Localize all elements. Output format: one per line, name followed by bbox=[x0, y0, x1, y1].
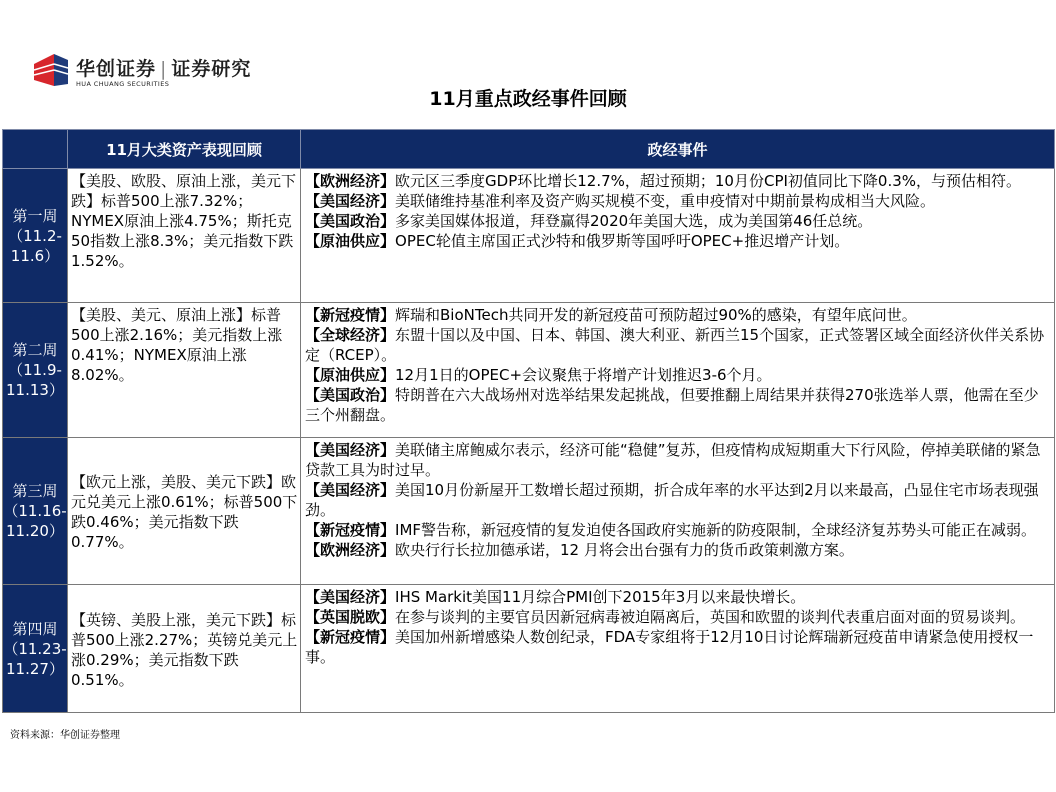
event-tag: 【美国经济】 bbox=[305, 588, 396, 606]
logo-company: 华创证券 bbox=[76, 58, 157, 80]
table-row bbox=[3, 169, 1055, 303]
event-text: 美联储维持基准利率及资产购买规模不变，重申疫情对中期前景构成相当大风险。 bbox=[395, 192, 936, 210]
page-title: 11月重点政经事件回顾 bbox=[429, 88, 627, 110]
header-week bbox=[3, 130, 68, 169]
week-cell bbox=[3, 585, 68, 713]
event-item bbox=[305, 231, 1050, 251]
events-table bbox=[2, 129, 1055, 713]
events-cell bbox=[301, 438, 1055, 585]
event-tag: 【英国脱欧】 bbox=[305, 608, 396, 626]
event-text: IMF警告称，新冠疫情的复发迫使各国政府实施新的防疫限制，全球经济复苏势头可能正在减弱。 bbox=[395, 521, 1037, 539]
event-text: 特朗普在六大战场州对选举结果发起挑战，但要推翻上周结果并获得270张选举人票，他需在至少三个州翻盘。 bbox=[305, 386, 1039, 424]
header-events: 政经事件 bbox=[301, 130, 1055, 169]
event-item bbox=[305, 480, 1050, 520]
event-tag: 【新冠疫情】 bbox=[305, 306, 396, 324]
week-cell bbox=[3, 169, 68, 303]
event-item bbox=[305, 305, 1050, 325]
week-cell bbox=[3, 438, 68, 585]
event-text: 东盟十国以及中国、日本、韩国、澳大利亚、新西兰15个国家，正式签署区域全面经济伙伴关系协定（RCEP）。 bbox=[305, 326, 1045, 364]
event-tag: 【美国经济】 bbox=[305, 192, 396, 210]
events-cell bbox=[301, 303, 1055, 438]
logo-text bbox=[76, 54, 251, 81]
table-row bbox=[3, 303, 1055, 438]
event-item bbox=[305, 171, 1050, 191]
week-dates: （11.16-11.20） bbox=[3, 502, 67, 540]
event-item bbox=[305, 325, 1050, 365]
logo-separator: | bbox=[160, 58, 168, 80]
event-item bbox=[305, 385, 1050, 425]
table-header-row bbox=[3, 130, 1055, 169]
event-item bbox=[305, 607, 1050, 627]
week-dates: （11.23-11.27） bbox=[3, 639, 67, 678]
event-tag: 【欧洲经济】 bbox=[305, 541, 396, 559]
week-dates: （11.2-11.6） bbox=[8, 226, 62, 265]
event-tag: 【美国经济】 bbox=[305, 481, 396, 499]
week-label: 第一周 bbox=[12, 206, 58, 225]
event-text: 美国10月份新屋开工数增长超过预期，折合成年率的水平达到2月以来最高，凸显住宅市场表现强劲。 bbox=[305, 481, 1039, 519]
event-item bbox=[305, 627, 1050, 667]
event-text: 12月1日的OPEC+会议聚焦于将增产计划推迟3-6个月。 bbox=[395, 366, 772, 384]
event-item bbox=[305, 191, 1050, 211]
event-text: 欧元区三季度GDP环比增长12.7%，超过预期；10月份CPI初值同比下降0.3%，与预估相符。 bbox=[395, 172, 1022, 190]
event-tag: 【全球经济】 bbox=[305, 326, 396, 344]
week-label: 第二周 bbox=[12, 341, 58, 359]
logo-division: 证券研究 bbox=[171, 58, 252, 80]
event-item bbox=[305, 440, 1050, 480]
event-text: 多家美国媒体报道，拜登赢得2020年美国大选，成为美国第46任总统。 bbox=[395, 212, 873, 230]
event-item bbox=[305, 211, 1050, 231]
event-tag: 【美国政治】 bbox=[305, 212, 396, 230]
event-tag: 【欧洲经济】 bbox=[305, 172, 396, 190]
event-tag: 【美国政治】 bbox=[305, 386, 396, 404]
event-tag: 【新冠疫情】 bbox=[305, 521, 396, 539]
header-assets: 11月大类资产表现回顾 bbox=[68, 130, 301, 169]
event-item bbox=[305, 540, 1050, 560]
event-tag: 【美国经济】 bbox=[305, 441, 396, 459]
week-dates: （11.9-11.13） bbox=[6, 361, 64, 399]
event-text: 美国加州新增感染人数创纪录，FDA专家组将于12月10日讨论辉瑞新冠疫苗申请紧急使用授权一事。 bbox=[305, 628, 1034, 666]
week-cell bbox=[3, 303, 68, 438]
event-text: 美联储主席鲍威尔表示，经济可能“稳健”复苏，但疫情构成短期重大下行风险，停掉美联储的紧急贷款工具为时过早。 bbox=[305, 441, 1041, 479]
events-cell bbox=[301, 585, 1055, 713]
week-label: 第三周 bbox=[12, 482, 58, 500]
event-text: 辉瑞和BioNTech共同开发的新冠疫苗可预防超过90%的感染，有望年底问世。 bbox=[395, 306, 917, 324]
source-note: 资料来源：华创证券整理 bbox=[10, 730, 120, 741]
event-item bbox=[305, 587, 1050, 607]
event-item bbox=[305, 520, 1050, 540]
table-row bbox=[3, 438, 1055, 585]
assets-cell: 【美股、欧股、原油上涨，美元下跌】标普500上涨7.32%；NYMEX原油上涨4.75%；斯托克50指数上涨8.3%；美元指数下跌1.52%。 bbox=[68, 169, 301, 303]
week-label: 第四周 bbox=[12, 619, 58, 638]
event-tag: 【原油供应】 bbox=[305, 232, 396, 250]
event-text: 欧央行行长拉加德承诺，12 月将会出台强有力的货币政策刺激方案。 bbox=[395, 541, 854, 559]
logo-english: HUA CHUANG SECURITIES bbox=[76, 80, 170, 88]
assets-cell: 【英镑、美股上涨，美元下跌】标普500上涨2.27%；英镑兑美元上涨0.29%；美元指数下跌0.51%。 bbox=[68, 585, 301, 713]
event-tag: 【新冠疫情】 bbox=[305, 628, 396, 646]
event-text: 在参与谈判的主要官员因新冠病毒被迫隔离后，英国和欧盟的谈判代表重启面对面的贸易谈判。 bbox=[395, 608, 1026, 626]
events-cell bbox=[301, 169, 1055, 303]
table-row bbox=[3, 585, 1055, 713]
event-text: IHS Markit美国11月综合PMI创下2015年3月以来最快增长。 bbox=[395, 588, 806, 606]
event-tag: 【原油供应】 bbox=[305, 366, 396, 384]
assets-cell: 【欧元上涨，美股、美元下跌】欧元兑美元上涨0.61%；标普500下跌0.46%；美元指数下跌0.77%。 bbox=[68, 438, 301, 585]
event-item bbox=[305, 365, 1050, 385]
assets-cell: 【美股、美元、原油上涨】标普500上涨2.16%；美元指数上涨0.41%；NYMEX原油上涨8.02%。 bbox=[68, 303, 301, 438]
event-text: OPEC轮值主席国正式沙特和俄罗斯等国呼吁OPEC+推迟增产计划。 bbox=[395, 232, 850, 250]
